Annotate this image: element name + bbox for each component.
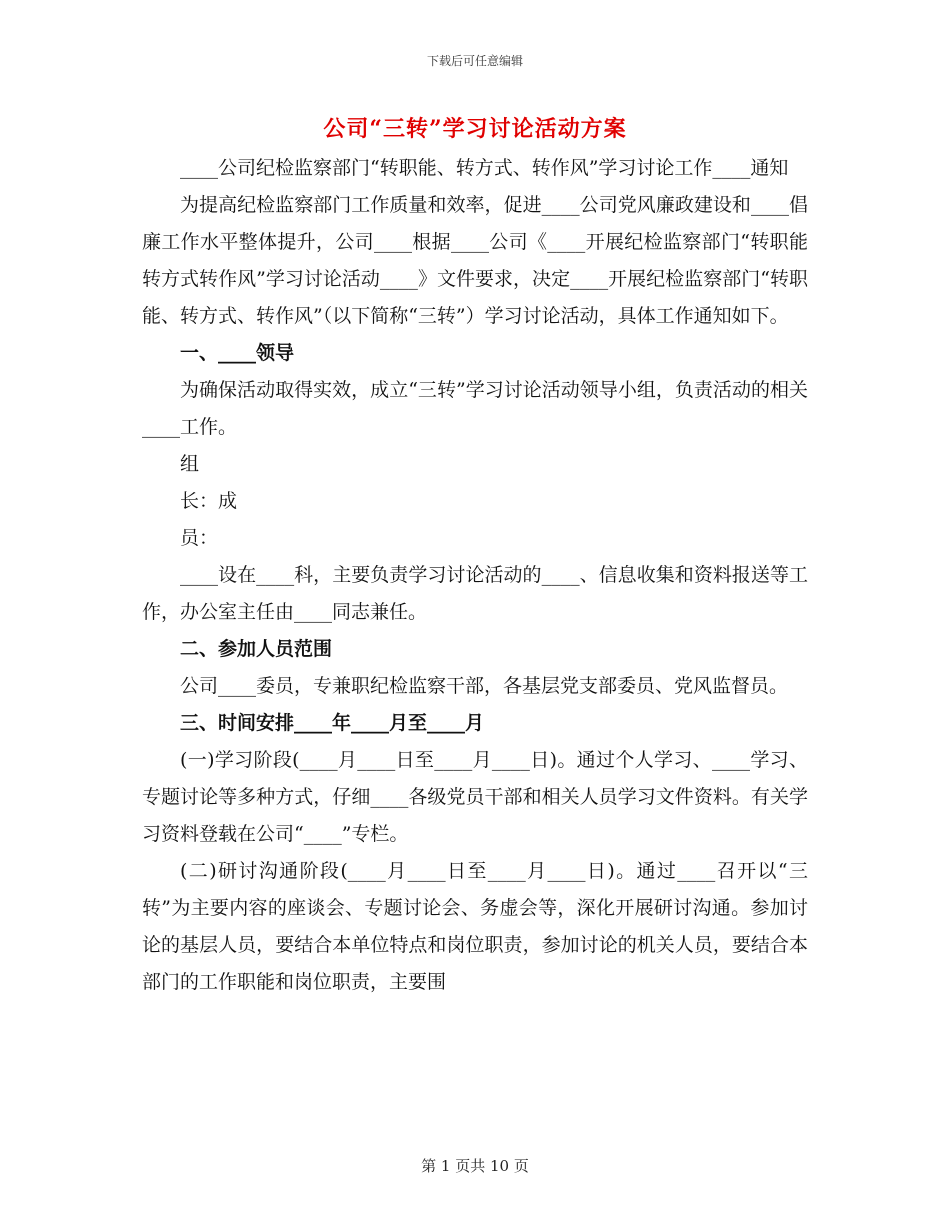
paragraph-leadership: 为确保活动取得实效，成立“三转”学习讨论活动领导小组，负责活动的相关____工作。 bbox=[142, 379, 808, 438]
section-heading-3: 三、时间安排____年____月至____月 bbox=[180, 712, 485, 734]
paragraph-discussion-phase: (二)研讨沟通阶段(____月____日至____月____日)。通过____召开以“三转”为主要内容的座谈会、专题讨论会、务虚会等，深化开展研讨沟通。参加讨论的基层人员，要结合本单位特点和岗位职责，参加讨论的机关人员，要结合本部门的工作职能和岗位职责，主要围 bbox=[142, 860, 808, 993]
paragraph-office: ____设在____科，主要负责学习讨论活动的____、信息收集和资料报送等工作，办公室主任由____同志兼任。 bbox=[142, 564, 808, 623]
page-footer: 第 1 页共 10 页 bbox=[421, 1157, 529, 1175]
paragraph-group: 组 bbox=[180, 453, 200, 475]
paragraph-study-phase: (一)学习阶段(____月____日至____月____日)。通过个人学习、____学习、专题讨论等多种方式，仔细____各级党员干部和相关人员学习文件资料。有关学习资料登载在公司“____”专栏。 bbox=[142, 749, 808, 845]
header-note: 下载后可任意编辑 bbox=[426, 54, 523, 68]
paragraph-notice-title: ____公司纪检监察部门“转职能、转方式、转作风”学习讨论工作____通知 bbox=[180, 157, 789, 179]
paragraph-leader: 长：成 bbox=[180, 490, 238, 512]
paragraph-members: 员： bbox=[180, 527, 219, 549]
section-heading-1: 一、____领导 bbox=[180, 342, 295, 364]
paragraph-intro: 为提高纪检监察部门工作质量和效率，促进____公司党风廉政建设和____倡廉工作水平整体提升，公司____根据____公司《____开展纪检监察部门“转职能转方式转作风”学习讨论活动____》文件要求，决定____开展纪检监察部门“转职能、转方式、转作风”（以下简称“三转”）学习讨论活动，具体工作通知如下。 bbox=[142, 194, 808, 327]
document-body bbox=[142, 150, 808, 1001]
paragraph-participants: 公司____委员，专兼职纪检监察干部，各基层党支部委员、党风监督员。 bbox=[180, 675, 789, 697]
section-heading-2: 二、参加人员范围 bbox=[180, 638, 333, 660]
document-title: 公司“三转”学习讨论活动方案 bbox=[323, 116, 627, 142]
